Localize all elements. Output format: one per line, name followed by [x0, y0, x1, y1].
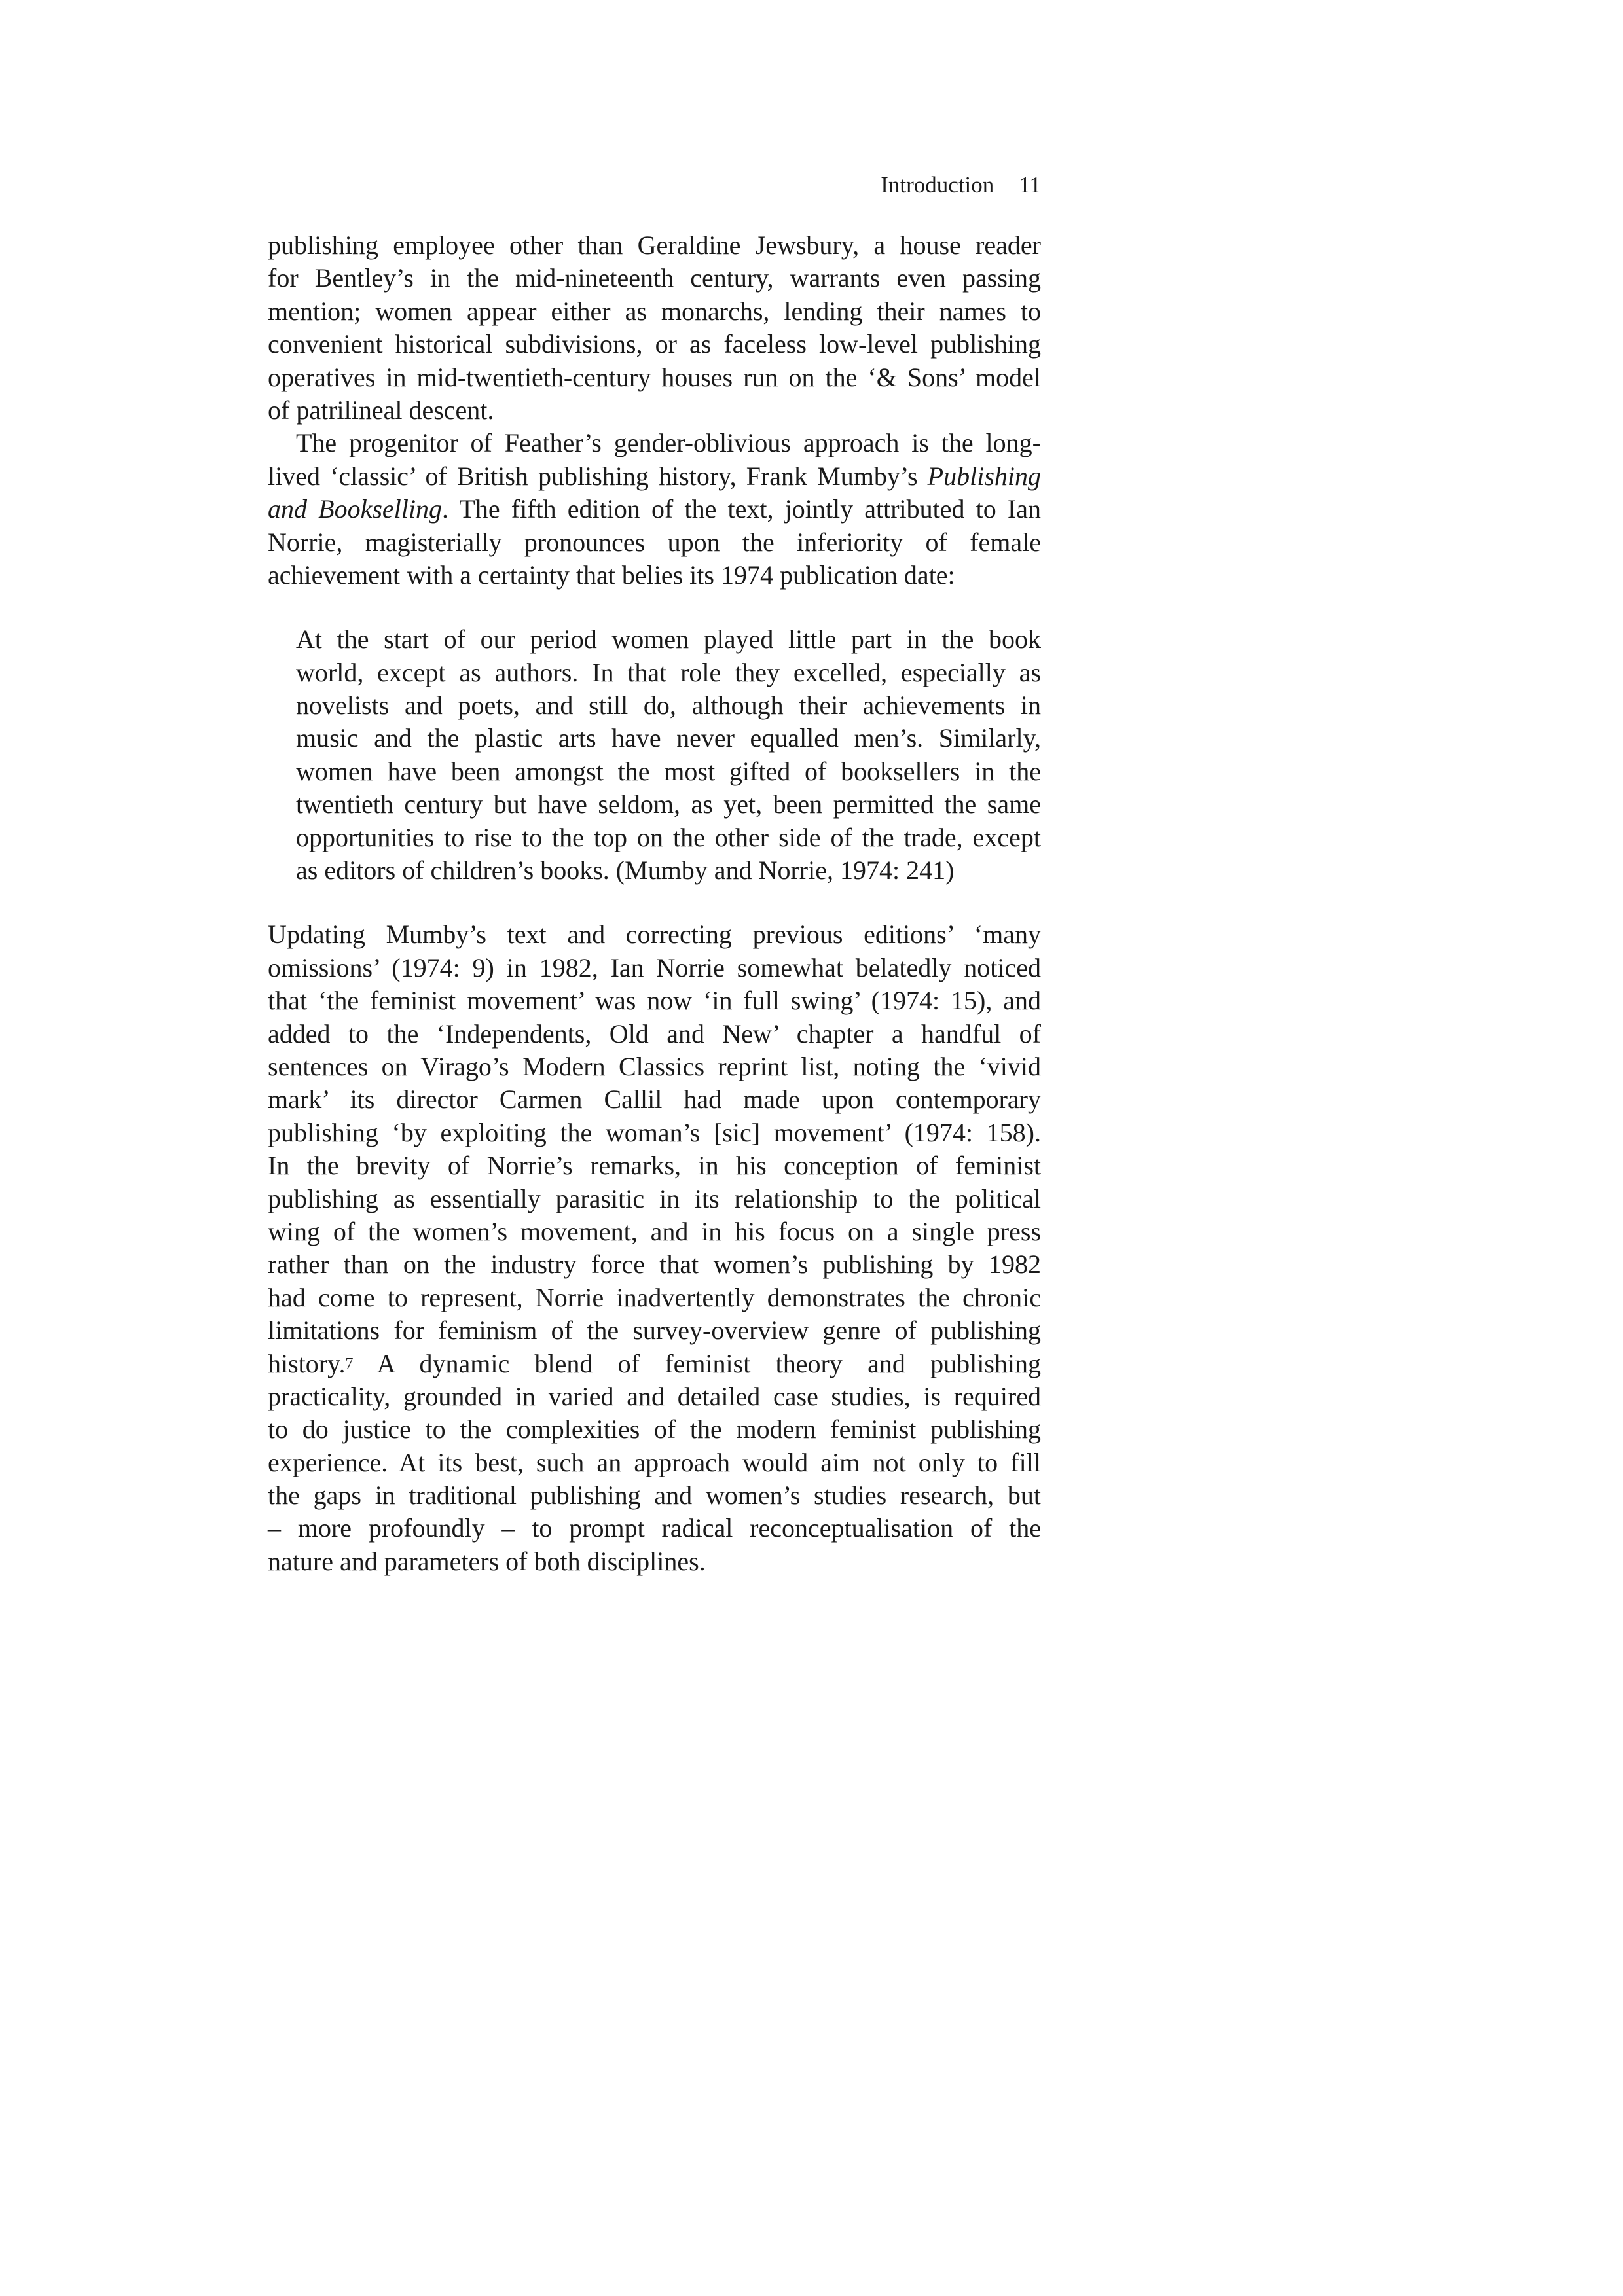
text-line: to do justice to the complexities of the modern feminist publishing [268, 1414, 1041, 1444]
text-line: practicality, grounded in varied and detailed case studies, is required [268, 1381, 1041, 1411]
text-line: publishing as essentially parasitic in its relationship to the political [268, 1183, 1041, 1213]
text-line: rather than on the industry force that women’s publishing by 1982 [268, 1249, 1041, 1280]
text-line: operatives in mid-twentieth-century houses run on the ‘& Sons’ model [268, 362, 1041, 392]
text-line [268, 460, 1041, 493]
text-line: – more profoundly – to prompt radical reconceptualisation of the [268, 1513, 1041, 1543]
page-number: 11 [1019, 172, 1041, 198]
paragraph [268, 427, 1041, 592]
book-title-italic: Publishing [927, 461, 1041, 491]
quote-line: as editors of children’s books. (Mumby and Norrie, 1974: 241) [296, 855, 955, 886]
text-line: wing of the women’s movement, and in his focus on a single press [268, 1216, 1041, 1246]
text-line: The progenitor of Feather’s gender-oblivious approach is the long- [296, 428, 1041, 458]
text-line: Updating Mumby’s text and correcting previous editions’ ‘many [268, 920, 1041, 950]
quote-line: At the start of our period women played little part in the book [296, 624, 1041, 655]
text-line [268, 1348, 1041, 1380]
text-line: publishing ‘by exploiting the woman’s [sic] movement’ (1974: 158). [268, 1117, 1041, 1147]
text-line: achievement with a certainty that belies its 1974 publication date: [268, 560, 955, 590]
text-run: . The fifth edition of the text, jointly attributed to Ian [442, 494, 1041, 524]
text-line: mark’ its director Carmen Callil had made upon contemporary [268, 1085, 1041, 1115]
text-run: A dynamic blend of feminist theory and publishing [353, 1348, 1041, 1378]
text-line: experience. At its best, such an approach would aim not only to fill [268, 1447, 1041, 1477]
quote-line: twentieth century but have seldom, as yet, been permitted the same [296, 789, 1041, 819]
text-line: In the brevity of Norrie’s remarks, in his conception of feminist [268, 1151, 1041, 1181]
quote-line: world, except as authors. In that role they excelled, especially as [296, 657, 1041, 687]
quote-line: novelists and poets, and still do, although their achievements in [296, 691, 1041, 721]
quote-line: opportunities to rise to the top on the other side of the trade, except [296, 822, 1041, 852]
text-line: nature and parameters of both disciplines. [268, 1546, 706, 1576]
text-line: that ‘the feminist movement’ was now ‘in full swing’ (1974: 15), and [268, 986, 1041, 1016]
text-line: the gaps in traditional publishing and women’s studies research, but [268, 1480, 1041, 1511]
text-run: lived ‘classic’ of British publishing history, Frank Mumby’s [268, 461, 928, 491]
body-text [268, 229, 1041, 1578]
text-line: publishing employee other than Geraldine Jewsbury, a house reader [268, 230, 1041, 260]
quote-line: music and the plastic arts have never equalled men’s. Similarly, [296, 723, 1041, 753]
text-line: for Bentley’s in the mid-nineteenth century, warrants even passing [268, 263, 1041, 293]
quote-line: women have been amongst the most gifted of booksellers in the [296, 756, 1041, 786]
text-run: history. [268, 1348, 346, 1378]
text-line: mention; women appear either as monarchs, lending their names to [268, 296, 1041, 326]
paragraph [268, 918, 1041, 1578]
book-title-italic: and Bookselling [268, 494, 442, 524]
text-line: omissions’ (1974: 9) in 1982, Ian Norrie somewhat belatedly noticed [268, 952, 1041, 982]
running-head [268, 169, 1041, 202]
paragraph [268, 229, 1041, 427]
text-line: had come to represent, Norrie inadvertently demonstrates the chronic [268, 1282, 1041, 1312]
block-quote [296, 623, 1041, 887]
text-line: of patrilineal descent. [268, 395, 494, 425]
text-line: added to the ‘Independents, Old and New’ chapter a handful of [268, 1018, 1041, 1049]
text-line [268, 493, 1041, 526]
footnote-marker[interactable]: 7 [345, 1355, 354, 1372]
text-line: limitations for feminism of the survey-overview genre of publishing [268, 1316, 1041, 1346]
text-line: convenient historical subdivisions, or as faceless low-level publishing [268, 329, 1041, 359]
text-line: sentences on Virago’s Modern Classics reprint list, noting the ‘vivid [268, 1051, 1041, 1081]
running-head-title: Introduction [881, 172, 994, 198]
text-line: Norrie, magisterially pronounces upon the inferiority of female [268, 527, 1041, 557]
